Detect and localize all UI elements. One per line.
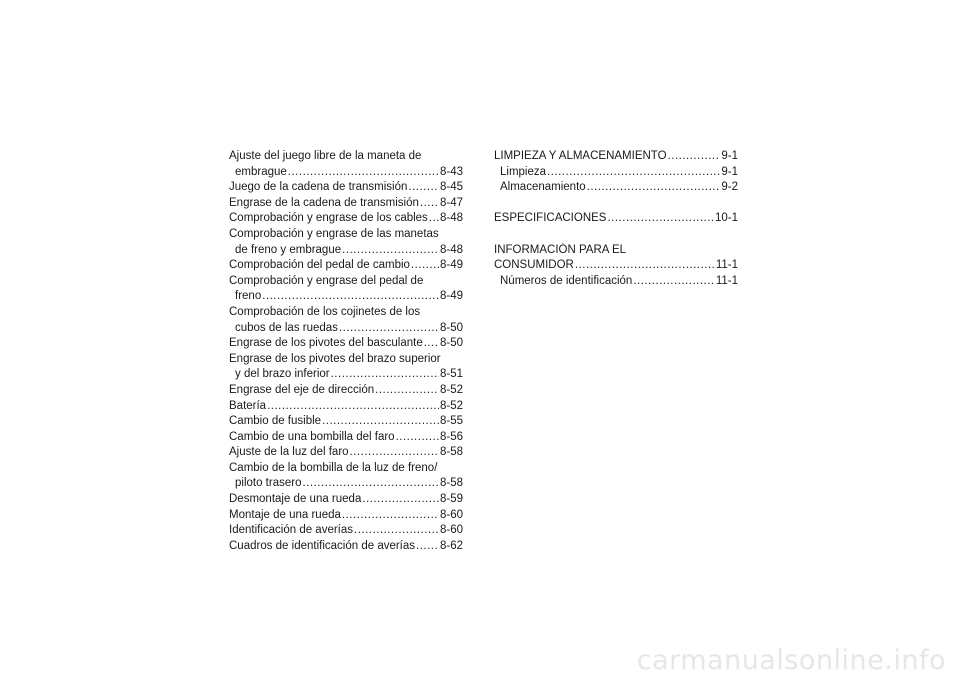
toc-entry[interactable] xyxy=(229,367,463,383)
toc-page-number: 9-2 xyxy=(721,181,738,194)
toc-entry[interactable] xyxy=(229,211,463,227)
toc-entry[interactable] xyxy=(229,492,463,508)
toc-entry-label: y del brazo inferior xyxy=(235,368,330,381)
toc-entry-label: Batería xyxy=(229,399,267,412)
toc-page-number: 8-43 xyxy=(439,165,463,178)
toc-entry-label: cubos de las ruedas xyxy=(235,321,338,334)
toc-page-number: 9-1 xyxy=(721,150,738,162)
toc-entry-label: Identificación de averías xyxy=(229,524,354,537)
toc-leader-dots xyxy=(354,523,439,539)
toc-leader-dots xyxy=(302,476,438,492)
toc-page-number: 8-49 xyxy=(439,259,463,272)
toc-page-number: 8-58 xyxy=(439,477,463,490)
toc-page-number: 8-47 xyxy=(439,196,463,209)
toc-entry-label: embrague xyxy=(235,165,287,178)
toc-leader-dots xyxy=(547,165,720,181)
toc-entry[interactable] xyxy=(494,149,738,165)
toc-entry[interactable] xyxy=(229,336,463,352)
toc-entry[interactable] xyxy=(229,196,463,212)
toc-entry-label: freno xyxy=(235,290,262,303)
toc-heading-line: INFORMACIÓN PARA EL xyxy=(494,243,627,256)
toc-entry[interactable] xyxy=(229,258,463,274)
toc-heading-line: Comprobación y engrase de las manetas xyxy=(229,227,439,240)
toc-entry[interactable] xyxy=(229,445,463,461)
toc-leader-dots xyxy=(267,399,439,415)
toc-entry[interactable] xyxy=(229,180,463,196)
toc-page-number: 8-60 xyxy=(439,524,463,537)
toc-leader-dots xyxy=(342,508,439,524)
toc-leader-dots xyxy=(342,243,439,259)
toc-page-number: 8-56 xyxy=(439,430,463,443)
toc-heading-line: Cambio de la bombilla de la luz de freno/ xyxy=(229,461,438,474)
toc-leader-dots xyxy=(339,321,439,337)
toc-entry-label: Engrase de la cadena de transmisión xyxy=(229,196,419,209)
toc-entry[interactable] xyxy=(229,430,463,446)
toc-leader-dots xyxy=(396,430,439,446)
toc-gap xyxy=(494,227,738,243)
toc-leader-dots xyxy=(350,445,439,461)
toc-entry[interactable] xyxy=(229,508,463,524)
toc-leader-dots xyxy=(607,211,714,227)
toc-entry-label: Limpieza xyxy=(500,165,547,178)
toc-page-number: 10-1 xyxy=(714,212,738,225)
toc-entry[interactable] xyxy=(229,383,463,399)
toc-page-number: 8-52 xyxy=(439,399,463,412)
toc-heading-line: Ajuste del juego libre de la maneta de xyxy=(229,150,422,162)
toc-leader-dots xyxy=(668,149,721,165)
toc-entry-label: Cambio de fusible xyxy=(229,415,322,428)
toc-entry-label: piloto trasero xyxy=(235,477,302,490)
toc-leader-dots xyxy=(331,367,439,383)
toc-page-number: 8-49 xyxy=(439,290,463,303)
toc-leader-dots xyxy=(262,289,439,305)
toc-page-number: 8-48 xyxy=(439,243,463,256)
toc-entry[interactable] xyxy=(229,523,463,539)
toc-left-column xyxy=(229,149,463,554)
toc-page-number: 8-62 xyxy=(439,539,463,552)
toc-heading-line: Comprobación de los cojinetes de los xyxy=(229,305,421,318)
toc-entry-label: Engrase del eje de dirección xyxy=(229,383,375,396)
toc-leader-dots xyxy=(429,211,439,227)
toc-right-column xyxy=(494,149,738,289)
toc-leader-dots xyxy=(416,539,439,555)
toc-entry[interactable] xyxy=(494,258,738,274)
toc-page-number: 11-1 xyxy=(715,259,738,272)
toc-leader-dots xyxy=(288,165,439,181)
toc-leader-dots xyxy=(411,258,439,274)
toc-page-number: 8-50 xyxy=(439,337,463,350)
toc-page-number: 8-60 xyxy=(439,508,463,521)
toc-leader-dots xyxy=(575,258,715,274)
toc-entry-label: Cuadros de identificación de averías xyxy=(229,539,416,552)
toc-entry-label: Comprobación del pedal de cambio xyxy=(229,259,410,272)
toc-page-number: 8-58 xyxy=(439,446,463,459)
toc-entry[interactable] xyxy=(229,414,463,430)
toc-entry-label: Almacenamiento xyxy=(500,181,586,194)
toc-page-number: 8-51 xyxy=(439,368,463,381)
toc-gap xyxy=(494,196,738,212)
toc-entry[interactable] xyxy=(229,243,463,259)
toc-entry[interactable] xyxy=(494,180,738,196)
toc-page-number: 8-59 xyxy=(439,493,463,506)
toc-entry-label: ESPECIFICACIONES xyxy=(494,212,607,225)
toc-leader-dots xyxy=(362,492,439,508)
toc-heading-line: Engrase de los pivotes del brazo superior xyxy=(229,352,441,365)
toc-entry-label: Desmontaje de una rueda xyxy=(229,493,362,506)
toc-entry[interactable] xyxy=(494,274,738,290)
toc-entry-label: Montaje de una rueda xyxy=(229,508,341,521)
toc-page-number: 8-50 xyxy=(439,321,463,334)
toc-heading-line: Comprobación y engrase del pedal de xyxy=(229,274,424,287)
toc-leader-dots xyxy=(322,414,439,430)
toc-entry[interactable] xyxy=(494,211,738,227)
toc-page-number: 8-45 xyxy=(439,181,463,194)
toc-leader-dots xyxy=(420,196,439,212)
toc-entry[interactable] xyxy=(229,539,463,555)
toc-entry[interactable] xyxy=(229,399,463,415)
toc-entry-label: Engrase de los pivotes del basculante xyxy=(229,337,423,350)
toc-leader-dots xyxy=(587,180,721,196)
toc-entry[interactable] xyxy=(494,165,738,181)
toc-entry[interactable] xyxy=(229,321,463,337)
toc-entry-label: CONSUMIDOR xyxy=(494,259,574,272)
toc-page-number: 11-1 xyxy=(715,274,738,287)
toc-entry[interactable] xyxy=(229,289,463,305)
site-watermark: carmanualsonline.info xyxy=(636,645,946,676)
toc-page-number: 8-48 xyxy=(439,212,463,225)
toc-leader-dots xyxy=(633,274,715,290)
toc-entry-label: Ajuste de la luz del faro xyxy=(229,446,349,459)
toc-entry-label: Comprobación y engrase de los cables xyxy=(229,212,428,225)
toc-entry[interactable] xyxy=(229,476,463,492)
toc-page-number: 9-1 xyxy=(721,165,738,178)
toc-entry-label: Números de identificación xyxy=(500,274,633,287)
toc-entry-label: Cambio de una bombilla del faro xyxy=(229,430,395,443)
toc-leader-dots xyxy=(424,336,439,352)
toc-page-number: 8-52 xyxy=(439,383,463,396)
toc-leader-dots xyxy=(375,383,439,399)
toc-entry-label: Juego de la cadena de transmisión xyxy=(229,181,408,194)
toc-page-number: 8-55 xyxy=(439,415,463,428)
toc-leader-dots xyxy=(408,180,439,196)
toc-entry-label: LIMPIEZA Y ALMACENAMIENTO xyxy=(494,150,667,162)
toc-entry[interactable] xyxy=(229,165,463,181)
toc-entry-label: de freno y embrague xyxy=(235,243,342,256)
